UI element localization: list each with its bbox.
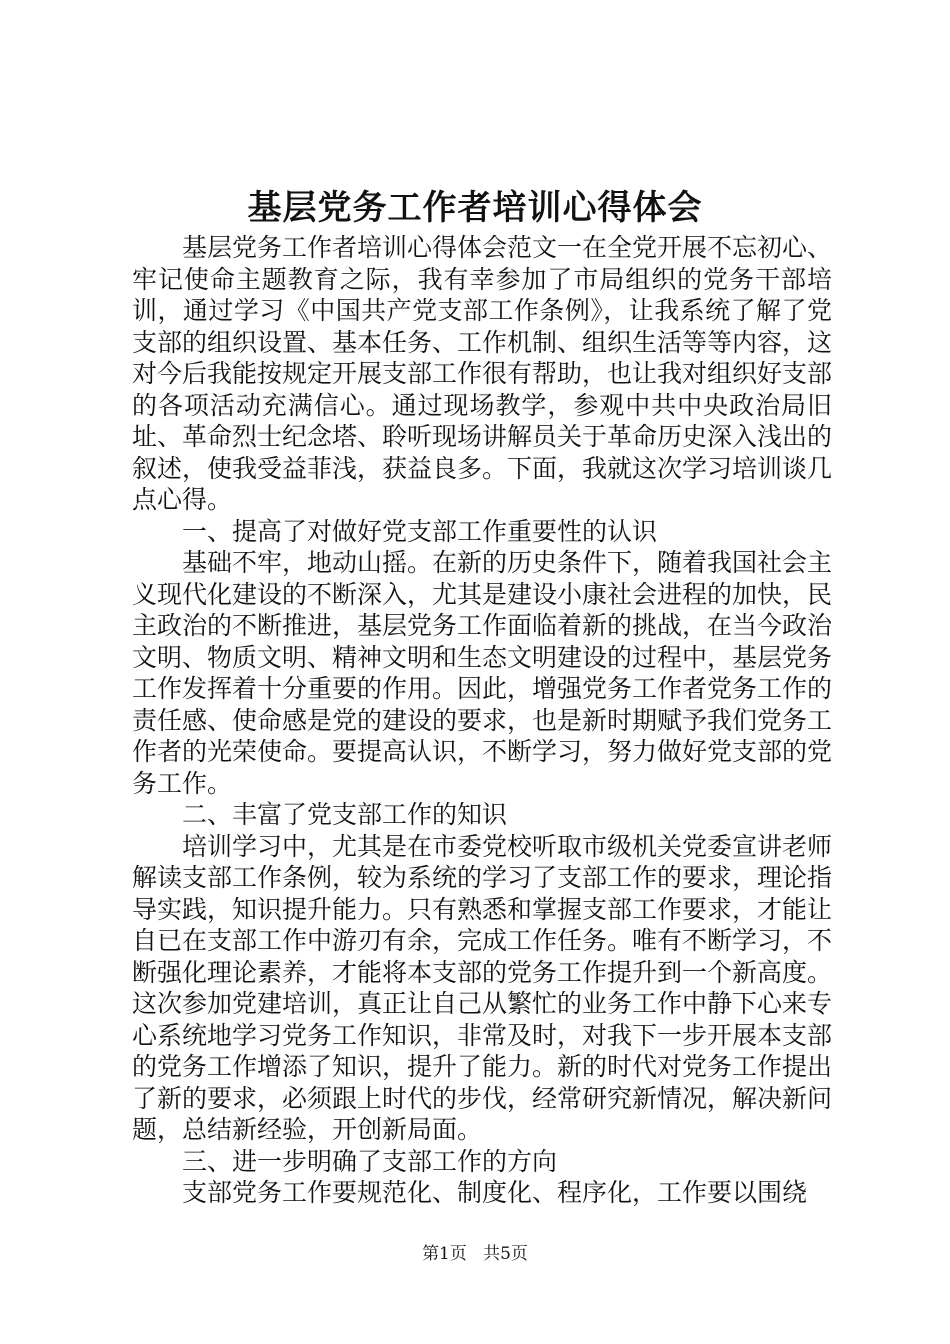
paragraph-section-2: 培训学习中，尤其是在市委党校听取市级机关党委宣讲老师解读支部工作条例，较为系统的学习了支部工作的要求，理论指导实践，知识提升能力。只有熟悉和掌握支部工作要求，才能让自已在支部工作中游刃有余，完成工作任务。唯有不断学习，不断强化理论素养，才能将本支部的党务工作提升到一个新高度。这次参加党建培训，真正让自己从繁忙的业务工作中静下心来专心系统地学习党务工作知识，非常及时，对我下一步开展本支部的党务工作增添了知识，提升了能力。新的时代对党务工作提出了新的要求，必须跟上时代的步伐，经常研究新情况，解决新问题，总结新经验，开创新局面。 bbox=[132, 831, 833, 1144]
section-heading-3: 三、进一步明确了支部工作的方向 bbox=[182, 1146, 558, 1176]
paragraph-section-1: 基础不牢，地动山摇。在新的历史条件下，随着我国社会主义现代化建设的不断深入，尤其是建设小康社会进程的加快，民主政治的不断推进，基层党务工作面临着新的挑战，在当今政治文明、物质文明、精神文明和生态文明建设的过程中，基层党务工作发挥着十分重要的作用。因此，增强党务工作者党务工作的责任感、使命感是党的建设的要求，也是新时期赋予我们党务工作者的光荣使命。要提高认识，不断学习，努力做好党支部的党务工作。 bbox=[132, 548, 833, 798]
paragraph-intro: 基层党务工作者培训心得体会范文一在全党开展不忘初心、牢记使命主题教育之际，我有幸参加了市局组织的党务干部培训，通过学习《中国共产党支部工作条例》，让我系统了解了党支部的组织设置、基本任务、工作机制、组织生活等等内容，这对今后我能按规定开展支部工作很有帮助，也让我对组织好支部的各项活动充满信心。通过现场教学，参观中共中央政治局旧址、革命烈士纪念塔、聆听现场讲解员关于革命历史深入浅出的叙述，使我受益菲浅，获益良多。下面，我就这次学习培训谈几点心得。 bbox=[132, 233, 833, 514]
document-title: 基层党务工作者培训心得体会 bbox=[247, 188, 703, 228]
page-number-total: 共5页 bbox=[483, 1244, 528, 1264]
section-heading-1: 一、提高了对做好党支部工作重要性的认识 bbox=[182, 516, 658, 546]
page-number-current: 第1页 bbox=[422, 1244, 467, 1264]
page-footer bbox=[0, 1242, 950, 1266]
paragraph-section-3: 支部党务工作要规范化、制度化、程序化，工作要以围绕 bbox=[182, 1178, 808, 1207]
section-heading-2: 二、丰富了党支部工作的知识 bbox=[182, 800, 508, 829]
document-body bbox=[132, 232, 832, 1209]
